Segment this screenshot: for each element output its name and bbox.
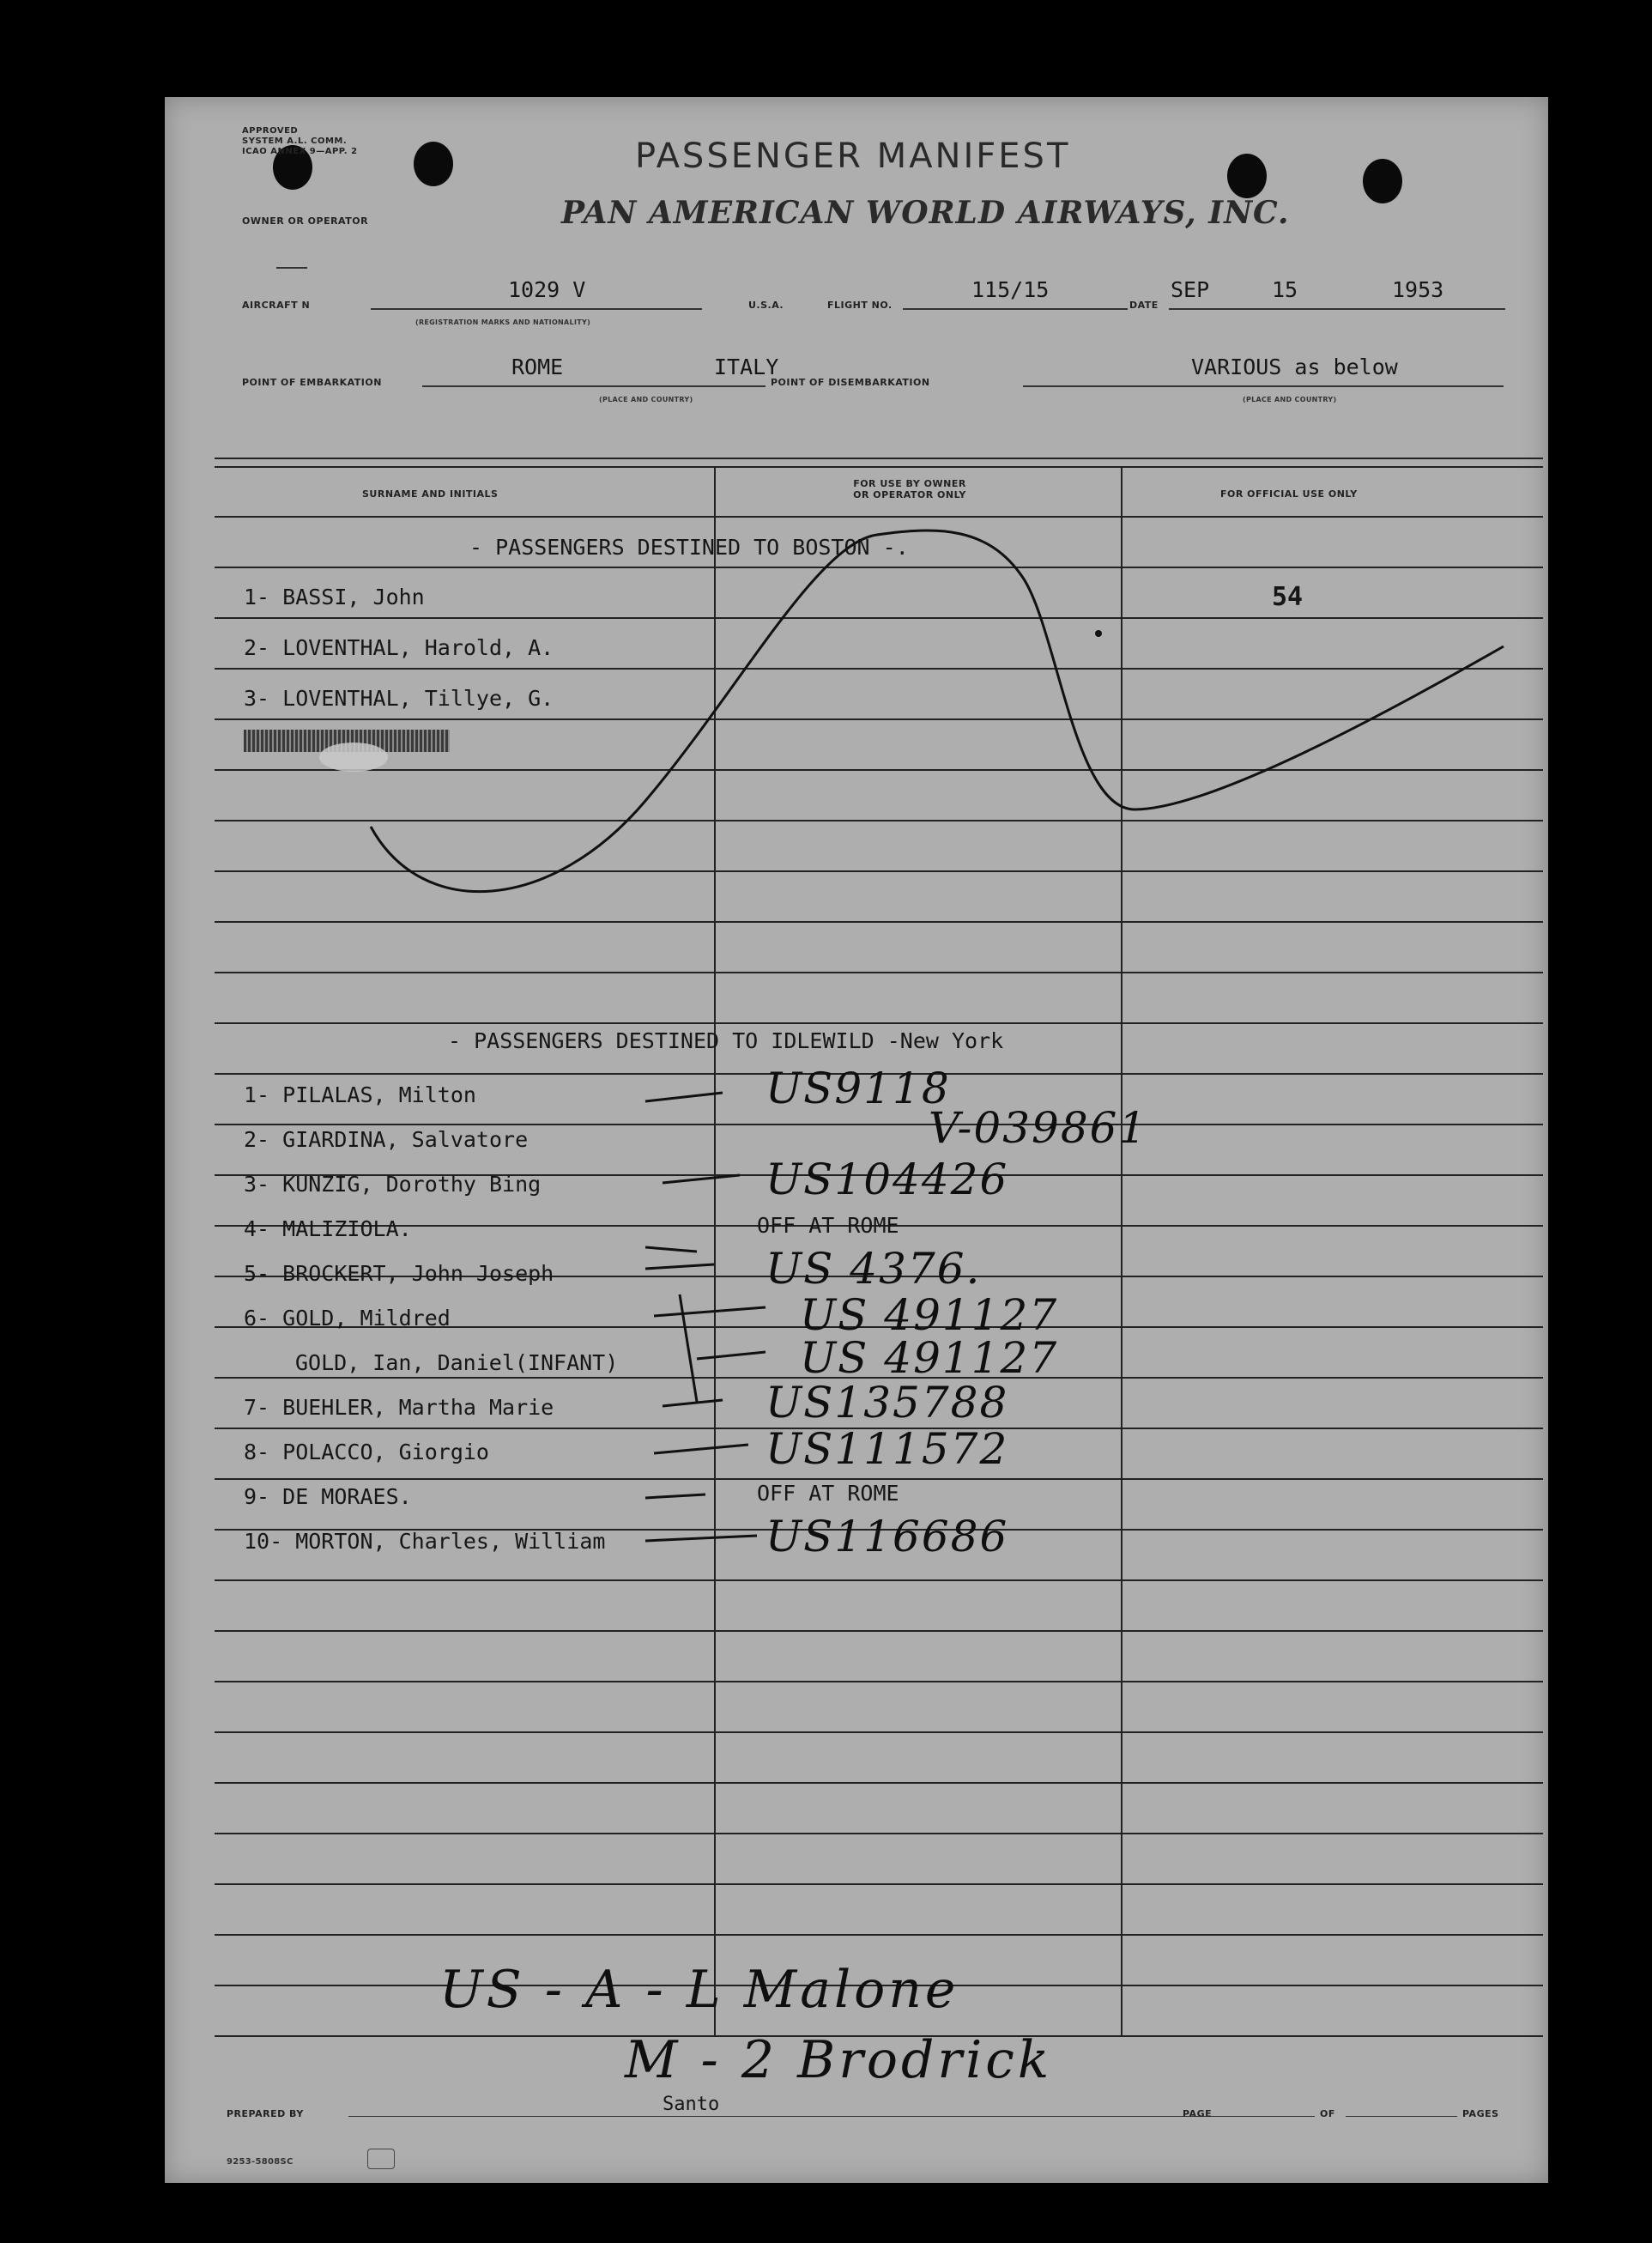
passenger-row: 10- MORTON, Charles, William <box>244 1529 606 1554</box>
disembarkation-value: VARIOUS as below <box>1191 355 1398 379</box>
column-header-line: OR OPERATOR ONLY <box>853 489 966 500</box>
passport-note: US135788 <box>765 1378 1009 1428</box>
company-name: PAN AMERICAN WORLD AIRWAYS, INC. <box>561 195 1290 231</box>
passenger-row: 9- DE MORAES. <box>244 1484 412 1509</box>
tick-mark <box>645 1247 697 1252</box>
tick-mark <box>663 1175 740 1183</box>
tick-mark <box>680 1294 697 1402</box>
idlewild-heading: - PASSENGERS DESTINED TO IDLEWILD -New York <box>448 1028 1004 1053</box>
handwritten-signature: M - 2 Brodrick <box>625 2030 1053 2090</box>
passport-note: US 4376. <box>765 1244 982 1294</box>
tick-mark <box>645 1494 705 1498</box>
cancellation-stroke <box>371 530 1504 892</box>
approval-line: ICAO ANNEX 9—APP. 2 <box>242 147 358 156</box>
form-number: 9253-5808SC <box>227 2157 293 2167</box>
column-header-line: FOR USE BY OWNER <box>853 478 966 489</box>
passport-note: V-039861 <box>929 1103 1148 1153</box>
date-month: SEP <box>1171 277 1210 302</box>
pen-marks <box>165 97 1548 2183</box>
embarkation-label: POINT OF EMBARKATION <box>242 377 382 388</box>
status-note: OFF AT ROME <box>757 1481 899 1506</box>
passenger-row: 1- PILALAS, Milton <box>244 1082 476 1107</box>
disembarkation-label: POINT OF DISEMBARKATION <box>771 377 930 388</box>
flight-value: 115/15 <box>971 277 1050 302</box>
tick-mark <box>654 1445 748 1453</box>
tick-mark <box>663 1400 723 1406</box>
tick-mark <box>654 1307 765 1316</box>
passenger-row: 7- BUEHLER, Martha Marie <box>244 1395 554 1420</box>
date-day: 15 <box>1272 277 1298 302</box>
place-caption: (PLACE AND COUNTRY) <box>1243 396 1337 403</box>
prepared-by-label: PREPARED BY <box>227 2108 304 2119</box>
passenger-row: 3- LOVENTHAL, Tillye, G. <box>244 686 554 711</box>
boston-count: 54 <box>1272 582 1304 612</box>
aircraft-label: AIRCRAFT N <box>242 300 311 311</box>
of-label: OF <box>1320 2108 1335 2119</box>
typed-name: Santo <box>663 2094 720 2115</box>
column-header-official: FOR OFFICIAL USE ONLY <box>1220 488 1358 500</box>
passport-note: US 491127 <box>800 1290 1059 1340</box>
owner-label: OWNER OR OPERATOR <box>242 215 369 227</box>
passport-note: US111572 <box>765 1424 1009 1474</box>
approval-line: SYSTEM A.L. COMM. <box>242 136 348 146</box>
tick-mark <box>645 1536 757 1541</box>
passport-note: US 491127 <box>800 1333 1059 1383</box>
passenger-row: 2- GIARDINA, Salvatore <box>244 1127 529 1152</box>
tick-mark <box>645 1264 714 1269</box>
place-caption: (PLACE AND COUNTRY) <box>599 396 693 403</box>
passenger-row: 5- BROCKERT, John Joseph <box>244 1261 554 1286</box>
passenger-row: 8- POLACCO, Giorgio <box>244 1440 489 1464</box>
embarkation-country: ITALY <box>714 355 779 379</box>
passenger-row: 2- LOVENTHAL, Harold, A. <box>244 635 554 660</box>
usa-label: U.S.A. <box>748 300 784 311</box>
passport-note: US9118 <box>765 1064 951 1113</box>
passenger-row: 4- MALIZIOLA. <box>244 1216 412 1241</box>
form-title: PASSENGER MANIFEST <box>635 136 1071 176</box>
column-header-surname: SURNAME AND INITIALS <box>362 488 499 500</box>
handwritten-signature: US - A - L Malone <box>439 1960 959 2020</box>
pages-label: PAGES <box>1462 2108 1499 2119</box>
page-label: PAGE <box>1183 2108 1213 2119</box>
status-note: OFF AT ROME <box>757 1213 899 1238</box>
passenger-row: 3- KUNZIG, Dorothy Bing <box>244 1172 542 1197</box>
embarkation-place: ROME <box>511 355 564 379</box>
flight-label: FLIGHT NO. <box>827 300 893 311</box>
ink-dot <box>1095 630 1102 637</box>
passenger-row: 1- BASSI, John <box>244 585 425 609</box>
passenger-row: 6- GOLD, Mildred <box>244 1306 451 1331</box>
passport-note: US116686 <box>765 1512 1009 1561</box>
tick-mark <box>645 1093 723 1101</box>
tick-marks <box>645 1093 765 1541</box>
tick-mark <box>697 1352 765 1359</box>
date-label: DATE <box>1129 300 1159 311</box>
approval-line: APPROVED <box>242 126 299 136</box>
date-year: 1953 <box>1392 277 1444 302</box>
aircraft-value: 1029 V <box>508 277 586 302</box>
passenger-row: GOLD, Ian, Daniel(INFANT) <box>295 1350 619 1375</box>
boston-heading: - PASSENGERS DESTINED TO BOSTON -. <box>469 535 909 560</box>
registration-caption: (REGISTRATION MARKS AND NATIONALITY) <box>415 318 591 326</box>
manifest-sheet <box>165 97 1548 2183</box>
passport-note: US104426 <box>765 1155 1009 1204</box>
